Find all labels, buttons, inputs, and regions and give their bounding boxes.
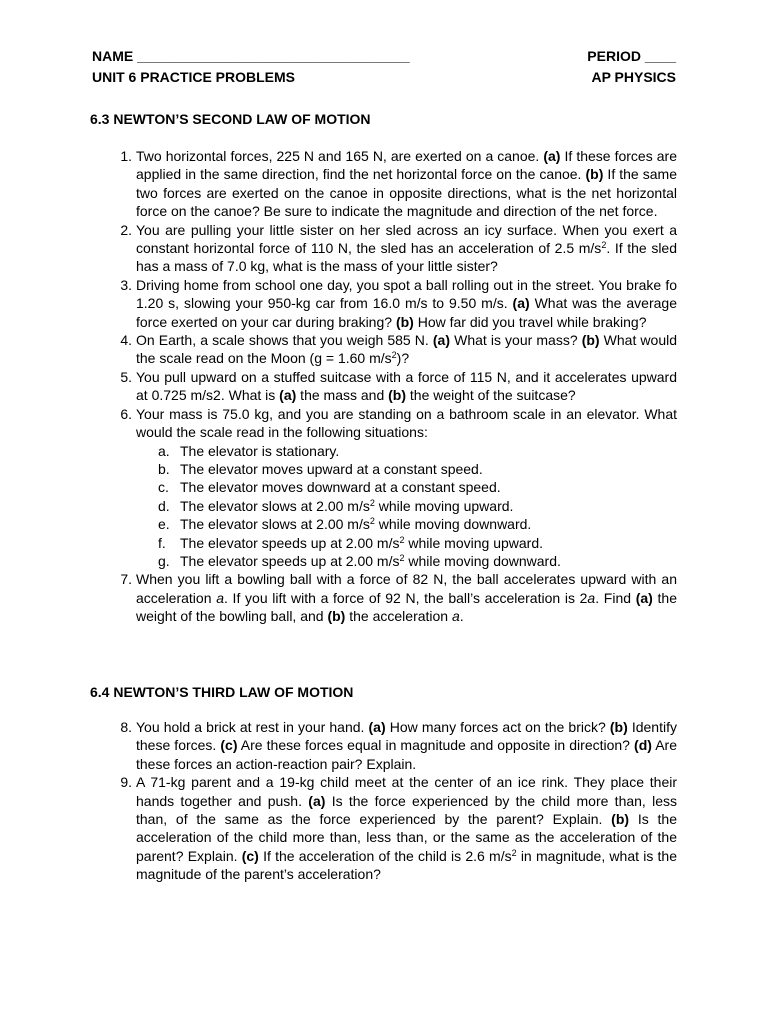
problem-text	[136, 368, 677, 405]
text-run: the weight of the suitcase?	[406, 387, 576, 404]
subitem-text	[180, 535, 543, 551]
variable: a	[451, 608, 460, 625]
text-run: while moving downward.	[404, 552, 561, 569]
part-label: (a)	[543, 148, 561, 164]
text-run: The elevator is stationary.	[180, 442, 340, 459]
subitem-text	[180, 498, 513, 514]
text-run: On Earth, a scale shows that you weigh 585 N.	[136, 332, 433, 349]
period-field-label: PERIOD ____	[587, 48, 676, 64]
subitem-letter: g.	[158, 552, 170, 569]
problem-list	[120, 147, 678, 626]
variable: a	[587, 589, 596, 606]
part-label: (b)	[611, 811, 630, 828]
part-label: (a)	[432, 332, 451, 349]
part-label: (c)	[241, 847, 259, 864]
text-run: the acceleration	[345, 608, 452, 625]
superscript: 2	[391, 350, 397, 361]
problem-item	[120, 718, 677, 773]
problem-number: 9.	[120, 774, 132, 791]
problem-item	[120, 570, 678, 625]
subitem	[158, 515, 677, 533]
problem-number: 4.	[120, 332, 132, 349]
superscript: 2	[369, 516, 375, 527]
part-label: (a)	[308, 792, 326, 809]
problem-item	[120, 331, 678, 368]
text-run: while moving upward.	[404, 534, 543, 551]
problem-text	[136, 773, 677, 883]
text-run: Is the acceleration of the child more than, less than, or the same as the acceleration of the parent? Explain.	[136, 811, 677, 864]
text-run: Driving home from school one day, you spot a ball rolling out in the street. You brake fo 1.20 s, slowing your 950-kg car from 16.0 m/s to 9.50 m/s.	[136, 276, 677, 312]
subitem	[158, 442, 677, 460]
superscript: 2	[511, 847, 517, 858]
text-run: What is your mass?	[450, 332, 582, 349]
text-run: The elevator moves downward at a constant speed.	[180, 479, 501, 496]
name-field-label: NAME ___________________________________	[92, 48, 410, 64]
problem-number: 5.	[120, 368, 132, 385]
subitem-text	[180, 553, 561, 569]
problem-number: 3.	[120, 276, 132, 293]
text-run: You hold a brick at rest in your hand.	[136, 719, 369, 735]
part-label: (a)	[512, 295, 530, 312]
problem-number: 2.	[120, 221, 132, 238]
problem-number: 7.	[120, 571, 132, 588]
text-run: What would the scale read on the Moon (g = 1.60 m/s	[136, 332, 678, 367]
subitem-text	[180, 516, 531, 532]
text-run: while moving downward.	[374, 516, 532, 533]
problem-item	[120, 147, 677, 221]
subitem	[158, 497, 677, 515]
problem-item	[120, 405, 677, 571]
text-run: . Find	[595, 589, 636, 606]
unit-title: UNIT 6 PRACTICE PROBLEMS	[92, 69, 296, 85]
problem-text	[136, 147, 677, 221]
part-label: (b)	[585, 166, 604, 183]
problem-number: 1.	[120, 148, 132, 164]
problem-item	[120, 773, 677, 883]
subitem-text	[180, 461, 483, 477]
part-label: (a)	[368, 719, 386, 735]
problem-text	[136, 570, 677, 625]
subitem	[158, 552, 677, 570]
text-run: The elevator speeds up at 2.00 m/s	[180, 552, 400, 569]
problem-item	[120, 276, 677, 331]
text-run: while moving upward.	[374, 497, 514, 514]
text-run: . If you lift with a force of 92 N, the ball’s acceleration is 2	[223, 589, 588, 606]
superscript: 2	[601, 240, 607, 251]
subitem-letter: c.	[158, 479, 169, 496]
text-run: How far did you travel while braking?	[413, 313, 647, 330]
subitem-letter: b.	[158, 460, 170, 477]
text-run: .	[459, 608, 464, 625]
part-label: (b)	[395, 313, 414, 330]
text-run: How many forces act on the brick?	[385, 719, 610, 735]
part-label: (d)	[634, 737, 652, 754]
course-name: AP PHYSICS	[591, 69, 676, 85]
text-run: Are these forces equal in magnitude and opposite in direction?	[237, 737, 635, 754]
subitem-list	[136, 442, 677, 571]
text-run: A 71-kg parent and a 19-kg child meet at the center of an ice rink. They place their hands together and push.	[136, 774, 677, 809]
text-run: You are pulling your little sister on her sled across an icy surface. When you exert a constant horizontal force of 110 N, the sled has an acceleration of 2.5 m/s	[136, 221, 677, 257]
text-run: What was the average force exerted on your car during braking?	[136, 295, 677, 330]
section-heading: 6.4 NEWTON’S THIRD LAW OF MOTION	[90, 684, 354, 700]
part-label: (b)	[609, 719, 628, 735]
text-run: in magnitude, what is the magnitude of the parent’s acceleration?	[136, 847, 677, 883]
subitem-letter: e.	[158, 516, 170, 533]
text-run: Identify these forces.	[136, 719, 677, 754]
subitem	[158, 460, 677, 478]
superscript: 2	[399, 552, 405, 563]
problem-text	[136, 331, 677, 368]
part-label: (a)	[635, 589, 653, 606]
text-run: . If the sled has a mass of 7.0 kg, what is the mass of your little sister?	[136, 240, 678, 275]
text-run: The elevator slows at 2.00 m/s	[180, 497, 370, 514]
part-label: (b)	[581, 332, 600, 349]
text-run: the mass and	[296, 387, 389, 404]
problem-item	[120, 368, 677, 405]
text-run: Are these forces an action-reaction pair? Explain.	[136, 737, 677, 772]
subitem-letter: d.	[158, 497, 170, 514]
text-run: If these forces are applied in the same direction, find the net horizontal force on the canoe.	[136, 148, 677, 183]
problem-text	[136, 405, 677, 442]
problem-item	[120, 221, 678, 276]
subitem-letter: f.	[158, 534, 166, 551]
part-label: (b)	[388, 387, 407, 404]
text-run: Is the force experienced by the child more than, less than, of the same as the force experienced by the parent? Explain.	[136, 792, 677, 828]
text-run: The elevator moves upward at a constant speed.	[180, 460, 483, 477]
superscript: 2	[399, 534, 405, 545]
text-run: The elevator slows at 2.00 m/s	[180, 516, 370, 533]
text-run: the weight of the bowling ball, and	[136, 589, 678, 625]
text-run: If the same two forces are exerted on the canoe in opposite directions, what is the net horizontal force on the canoe? Be sure to indicate the magnitude and direction of the net force.	[136, 166, 677, 220]
text-run: When you lift a bowling ball with a force of 82 N, the ball accelerates upward with an acceleration	[136, 571, 677, 606]
text-run: You pull upward on a stuffed suitcase with a force of 115 N, and it accelerates upward at 0.725 m/s2. What is	[136, 368, 677, 404]
problem-number: 6.	[120, 405, 132, 422]
problem-text	[136, 276, 677, 331]
subitem	[158, 534, 677, 552]
text-run: If the acceleration of the child is 2.6 m/s	[258, 847, 512, 864]
subitem-text	[180, 479, 501, 495]
part-label: (b)	[327, 608, 346, 625]
problem-text	[136, 718, 677, 773]
section-heading: 6.3 NEWTON’S SECOND LAW OF MOTION	[90, 111, 371, 127]
superscript: 2	[369, 497, 375, 508]
text-run: Two horizontal forces, 225 N and 165 N, are exerted on a canoe.	[136, 148, 544, 164]
problem-text	[136, 221, 677, 276]
problem-number: 8.	[120, 719, 132, 735]
part-label: (a)	[279, 387, 297, 404]
subitem	[158, 478, 677, 496]
text-run: The elevator speeds up at 2.00 m/s	[180, 534, 400, 551]
subitem-text	[180, 443, 339, 459]
part-label: (c)	[220, 737, 238, 754]
text-run: Your mass is 75.0 kg, and you are standing on a bathroom scale in an elevator. What would the scale read in the following situations:	[136, 405, 677, 441]
variable: a	[216, 589, 224, 606]
problem-list	[120, 718, 677, 884]
text-run: )?	[396, 350, 410, 367]
subitem-letter: a.	[158, 442, 170, 459]
